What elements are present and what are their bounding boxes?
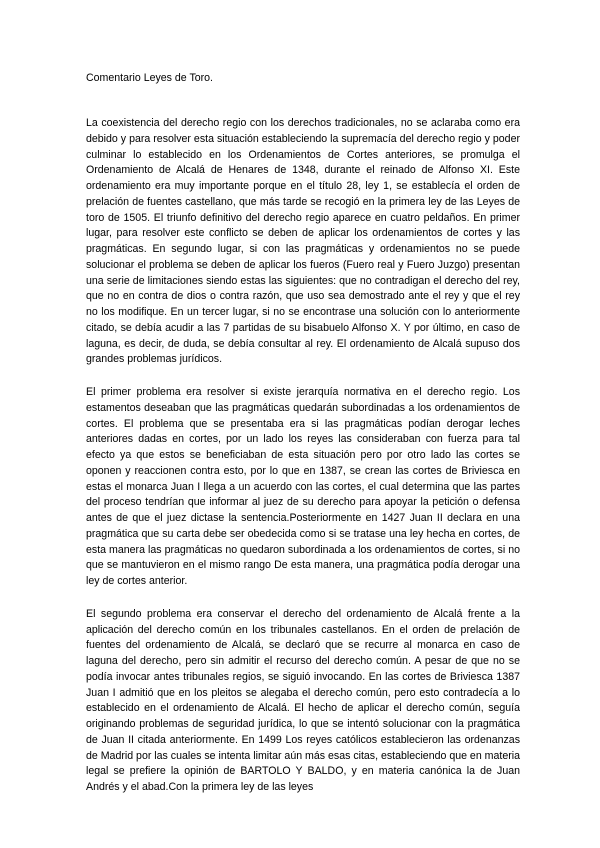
document-title: Comentario Leyes de Toro. — [86, 72, 214, 84]
paragraph-2: El primer problema era resolver si existe jerarquía normativa en el derecho regio. Los estamentos deseaban que las pragmáticas quedarán subordinadas a los ordenamientos de cortes. El problema que se presentaba era si las pragmáticas podían derogar leches anteriores dadas en cortes, por un lado los reyes las consideraban con fuerza para tal efecto ya que estos se beneficiaban de esta situación pero por otro lado las cortes se oponen y reaccionen contra esto, por lo que en 1387, se crean las cortes de Briviesca en estas el monarca Juan I llega a un acuerdo con las cortes, el cual determina que las partes del proceso tendrían que informar al juez de su derecho para apoyar la petición o defensa antes de que el juez dictase la sentencia.Posteriormente en 1427 Juan II declara en una pragmática que su carta debe ser obedecida como si se tratase una ley hecha en cortes, de esta manera las pragmáticas no quedaron subordinada a los ordenamientos de cortes, si no que se mantuvieron en el mismo rango De esta manera, una pragmática podía derogar una ley de cortes anterior. — [86, 386, 520, 587]
paragraph-1: La coexistencia del derecho regio con los derechos tradicionales, no se aclaraba como era debido y para resolver esta situación estableciendo la supremacía del derecho regio y poder culminar lo establecido en los Ordenamientos de Cortes anteriores, se promulga el Ordenamiento de Alcalá de Henares de 1348, durante el reinado de Alfonso XI. Este ordenamiento era muy importante porque en el título 28, ley 1, se establecía el orden de prelación de fuentes castellano, que más tarde se recogió en la primera ley de las Leyes de toro de 1505. El triunfo definitivo del derecho regio aparece en cuatro peldaños. En primer lugar, para resolver este conflicto se deben de aplicar los ordenamientos de cortes y las pragmáticas. En segundo lugar, si con las pragmáticas y ordenamientos no se puede solucionar el problema se deben de aplicar los fueros (Fuero real y Fuero Juzgo) presentan una serie de limitaciones siendo estas las siguientes: que no contradigan el derecho del rey, que no en contra de dios o contra razón, que uso sea demostrado ante el rey y que el rey no los modifique. En un tercer lugar, si no se encontrase una solución con lo anteriormente citado, se debía acudir a las 7 partidas de su bisabuelo Alfonso X. Y por último, en caso de laguna, es decir, de duda, se debía consultar al rey. El ordenamiento de Alcalá supuso dos grandes problemas jurídicos. — [86, 117, 520, 366]
paragraph-3: El segundo problema era conservar el derecho del ordenamiento de Alcalá frente a la aplicación del derecho común en los tribunales castellanos. En el orden de prelación de fuentes del ordenamiento de Alcalá, se declaró que se recurre al monarca en caso de laguna del derecho, pero sin admitir el recurso del derecho común. A pesar de que no se podía invocar antes tribunales regios, se siguió invocando. En las cortes de Briviesca 1387 Juan I admitió que en los pleitos se alegaba el derecho común, pero esto contradecía a lo establecido en el ordenamiento de Alcalá. El hecho de aplicar el derecho común, seguía originando problemas de seguridad jurídica, lo que se intentó solucionar con la pragmática de Juan II citada anteriormente. En 1499 Los reyes católicos establecieron las ordenanzas de Madrid por las cuales se intenta limitar aún más esas citas, estableciendo que en materia legal se prefiere la opinión de BARTOLO Y BALDO, y en materia canónica la de Juan Andrés y el abad.Con la primera ley de las leyes — [86, 607, 520, 793]
